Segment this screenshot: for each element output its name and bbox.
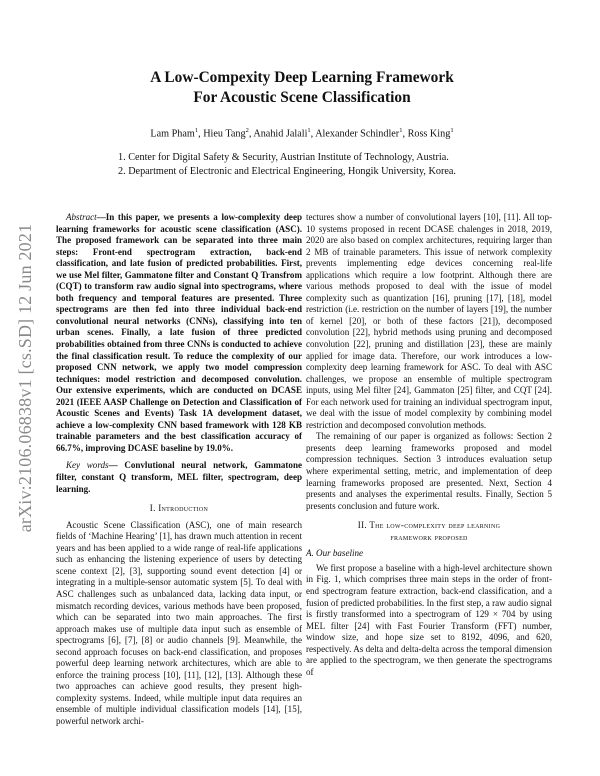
- author-affiliation-mark: 1: [194, 127, 199, 134]
- arxiv-identifier: arXiv:2106.06838v1 [cs.SD] 12 Jun 2021: [15, 223, 35, 533]
- author-name: Alexander Schindler: [315, 128, 400, 140]
- organization-paragraph: The remaining of our paper is organized as follows: Section 2 presents deep learning frameworks proposed and model compression techniques. Section 3 introduces evaluation setup where experimental setting, metric, and implementation of deep learning frameworks proposed are presented. Next, Section 4 presents and analyses the experimental results. Finally, Section 5 presents conclusion and future work.: [306, 431, 552, 511]
- author-name: Anahid Jalali: [253, 128, 308, 140]
- section-heading-line: framework proposed: [390, 531, 468, 542]
- keywords-text: Convlutional neural network, Gammatone filter, constant Q transform, MEL filter, spectrogram, deep learning.: [56, 460, 302, 494]
- author-name: Ross King: [407, 128, 451, 140]
- keywords: Key words— Convlutional neural network, Gammatone filter, constant Q transform, MEL filter, spectrogram, deep learning.: [56, 460, 302, 494]
- affiliations: [118, 151, 558, 179]
- affiliation-line: 1. Center for Digital Safety & Security, Austrian Institute of Technology, Austria.: [118, 152, 449, 163]
- author-name: Lam Pham: [150, 128, 195, 140]
- left-column: [56, 212, 302, 728]
- keywords-lead: Key words: [66, 460, 109, 471]
- author-affiliation-mark: 1: [450, 127, 454, 134]
- intro-paragraph-continued: tectures show a number of convolutional layers [10], [11]. All top-10 systems proposed in recent DCASE chalenges in 2018, 2019, 2020 are also based on complex architectures, requiring larger than 2 MB of trainable parameters. This issue of network complexity prevents implementing edge devices concerning real-life applications which require a low footprint. Although there are various methods proposed to deal with the issue of model complexity such as quantization [16], pruning [17], [18], model restriction (i.e. restriction on the number of layers [19], the number of kernel [20], or both of these factors [21]), decomposed convolution [22], hybrid methods using pruning and decomposed convolution [22], pruning and distillation [23], these are mainly applied for image data. Therefore, our work introduces a low-complexity deep learning framework for ASC. To deal with ASC challenges, we propose an ensemble of multiple spectrogram inputs, using Mel filter [24], Gammaton [25] filter, and CQT [24]. For each network used for training an individual spectrogram input, we deal with the issue of model complexity by combining model restriction and decomposed convolution methods.: [306, 212, 552, 430]
- intro-paragraph: Acoustic Scene Classification (ASC), one of main research fields of ‘Machine Hearing’ [1], has drawn much attention in recent years and has been applied to a wide range of real-life applications such as enhancing the listening experience of users by detecting scene context [2], [3], supporting sound event detection [4] or integrating in a multiple-sensor automatic system [5]. To deal with ASC challenges such as unbalanced data, lacking data input, or mismatch recording devices, various methods have been proposed, which can be separated into two main approaches. The first approach makes use of multiple data input such as ensemble of spectrograms [6], [7], [8] or audio channels [9]. Meanwhile, the second approach focuses on back-end classification, and proposes powerful deep learning network architectures, which are able to enforce the training process [10], [11], [12], [13]. Although these two approaches can achieve good results, they present high-complexity systems. Indeed, while multiple input data requires an ensemble of multiple individual classification models [14], [15], powerful network archi-: [56, 519, 302, 726]
- right-column: [306, 212, 552, 678]
- author-list: Lam Pham$^1$, Hieu Tang$^2$, Anahid Jalali$^1$, Alexander Schindler$^1$, Ross King$^1$: [150, 127, 454, 140]
- title-line-2: For Acoustic Scene Classification: [193, 89, 411, 106]
- paper-title: [60, 68, 544, 108]
- author-affiliation-mark: 1: [307, 127, 311, 134]
- section-heading-framework: [306, 520, 552, 543]
- section-heading-introduction: I. Introduction: [149, 503, 209, 514]
- arxiv-watermark: [10, 188, 40, 568]
- title-line-1: A Low-Compexity Deep Learning Framework: [150, 69, 454, 86]
- subsection-heading-baseline: A. Our baseline: [306, 548, 364, 559]
- section-heading-line: II. The low-complexity deep learning: [357, 520, 501, 531]
- author-name: Hieu Tang: [203, 128, 246, 140]
- author-affiliation-mark: 1: [399, 127, 403, 134]
- abstract: Abstract—In this paper, we presents a low-complexity deep learning frameworks for acoustic scene classification (ASC). The proposed framework can be separated into three main steps: Front-end spectrogram extraction, back-end classification, and late fusion of predicted probabilities. First, we use Mel filter, Gammatone filter and Constant Q Transfrom (CQT) to transform raw audio signal into spectrograms, where both frequency and temporal features are presented. Three spectrograms are then fed into three individual back-end convolutional neural networks (CNNs), classifying into ten urban scenes. Finally, a late fusion of three predicted probabilities obtained from three CNNs is conducted to achieve the final classification result. To reduce the complexity of our proposed CNN network, we apply two model compression techniques: model restriction and decomposed convolution. Our extensive experiments, which are conducted on DCASE 2021 (IEEE AASP Challenge on Detection and Classification of Acoustic Scenes and Events) Task 1A development dataset, achieve a low-complexity CNN based framework with 128 KB trainable parameters and the best classification accuracy of 66.7%, improving DCASE baseline by 19.0%.: [56, 212, 302, 453]
- abstract-text: In this paper, we presents a low-complexity deep learning frameworks for acoustic scene classification (ASC). The proposed framework can be separated into three main steps: Front-end spectrogram extraction, back-end classification, and late fusion of predicted probabilities. First, we use Mel filter, Gammatone filter and Constant Q Transfrom (CQT) to transform raw audio signal into spectrograms, where both frequency and temporal features are presented. Three spectrograms are then fed into three individual back-end convolutional neural networks (CNNs), classifying into ten urban scenes. Finally, a late fusion of three predicted probabilities obtained from three CNNs is conducted to achieve the final classification result. To reduce the complexity of our proposed CNN network, we apply two model compression techniques: model restriction and decomposed convolution. Our extensive experiments, which are conducted on DCASE 2021 (IEEE AASP Challenge on Detection and Classification of Acoustic Scenes and Events) Task 1A development dataset, achieve a low-complexity CNN based framework with 128 KB trainable parameters and the best classification accuracy of 66.7%, improving DCASE baseline by 19.0%.: [56, 212, 302, 453]
- author-affiliation-mark: 2: [245, 127, 249, 134]
- abstract-lead: Abstract: [66, 212, 97, 222]
- affiliation-line: 2. Department of Electronic and Electrical Engineering, Hongik University, Korea.: [118, 166, 456, 177]
- baseline-paragraph: We first propose a baseline with a high-level architecture shown in Fig. 1, which comprises three main steps in the order of front-end spectrogram feature extraction, back-end classification, and a fusion of predicted probabilities. In the first step, a raw audio signal is firstly transformed into a spectrogram of 129 × 704 by using MEL filter [24] with Fast Fourier Transform (FFT) number, window size, and hope size set to 8192, 4096, and 620, respectively. As delta and delta-delta across the temporal dimension are applied to the spectrogram, we then generate the spectrograms of: [306, 562, 552, 677]
